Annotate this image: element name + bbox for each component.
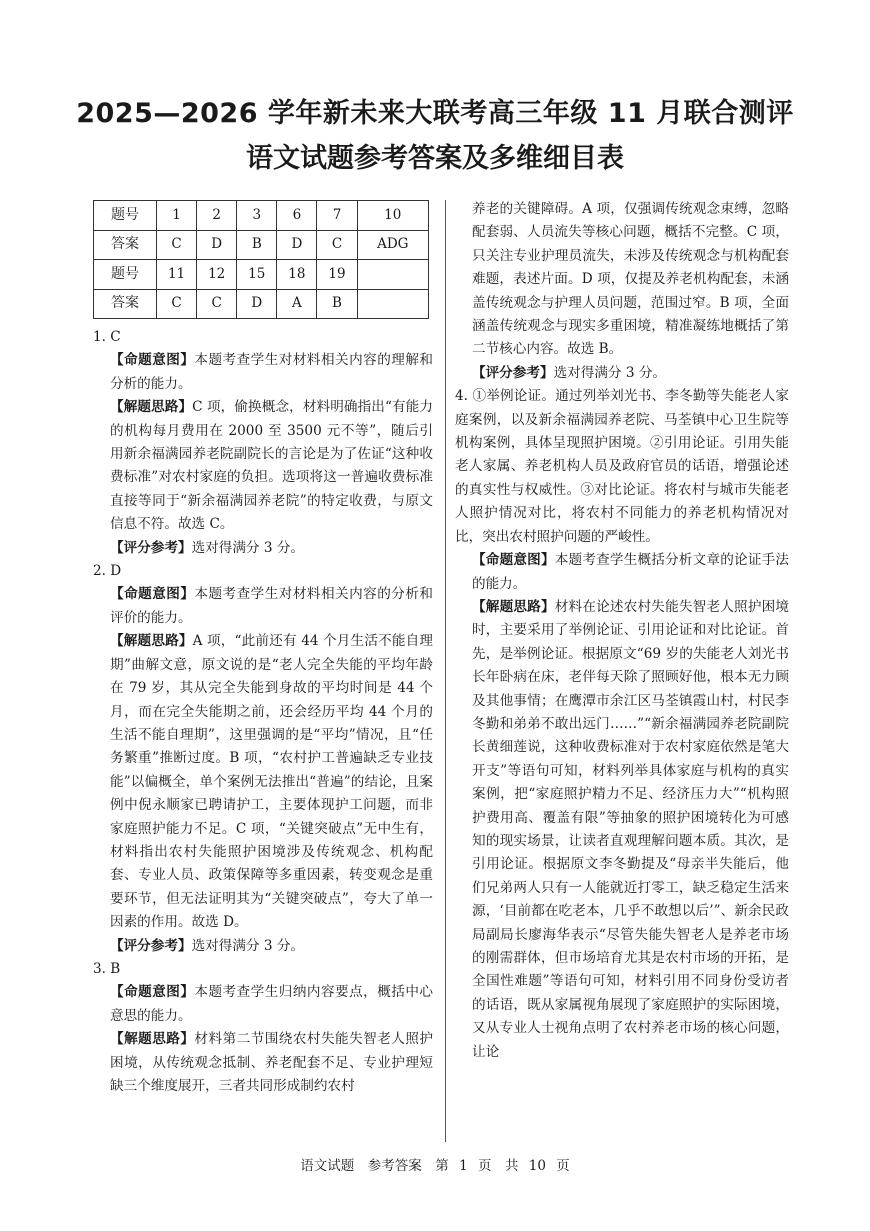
document-subtitle: 语文试题参考答案及多维细目表 xyxy=(246,143,624,174)
approach-text: A 项，“此前还有 44 个月生活不能自理期”曲解文意，原文说的是“老人完全失能的平均年龄在 79 岁，其从完全失能到身故的平均时间是 44 个月，而在完全失能期之前，还会经历平均 44 个月的生活不能自理期”，这里强调的是“平均”情况，且“任务繁重”推断过度。B 项，“农村护工普遍缺乏专业技能”以偏概全，单个案例无法推出“普遍”的结论，且案例中倪永顺家已聘请护工，主要体现护工问题，而非家庭照护能力不足。C 项，“关键突破点”无中生有，材料指出农村失能照护困境涉及传统观念、机构配套、专业人员、政策保障等多重因素，转变观念是重要环节，但无法证明其为“关键突破点”，夸大了单一因素的作用。故选 D。 xyxy=(110,633,434,931)
question-number: 4. xyxy=(455,388,473,405)
approach-text-part1: 材料第二节围绕农村失能失智老人照护困境，从传统观念抵制、养老配套不足、专业护理短缺三个维度展开，三者共同形成制约农村 xyxy=(110,1031,434,1094)
answer-table-cell: 10 xyxy=(357,201,428,231)
question-4 xyxy=(455,385,789,1064)
scoring-paragraph xyxy=(93,935,433,958)
answer-table-cell: B xyxy=(317,289,357,319)
answer-table-cell: B xyxy=(237,230,277,260)
scoring-label: 【评分参考】 xyxy=(472,364,554,381)
answer-table-cell: C xyxy=(157,289,197,319)
approach-paragraph xyxy=(455,596,789,1064)
page-footer: 语文试题 参考答案 第 1 页 共 10 页 xyxy=(300,1158,570,1174)
question-number: 1. C xyxy=(93,329,121,345)
answer-table xyxy=(93,200,429,319)
approach-label: 【解题思路】 xyxy=(110,1031,195,1048)
scoring-text: 选对得满分 3 分。 xyxy=(191,937,305,954)
left-column xyxy=(93,200,433,1098)
scoring-text: 选对得满分 3 分。 xyxy=(553,364,667,381)
column-divider xyxy=(445,200,446,1142)
answer-table-cell: 12 xyxy=(197,260,237,290)
answer-table-cell: ADG xyxy=(357,230,428,260)
intent-text: 本题考查学生归纳内容要点，概括中心意思的能力。 xyxy=(110,984,434,1024)
answer-table-cell: 18 xyxy=(277,260,317,290)
answer-table-cell: D xyxy=(197,230,237,260)
intent-paragraph xyxy=(93,349,433,396)
answer-table-header-cell: 题号 xyxy=(94,201,157,231)
intent-label: 【命题意图】 xyxy=(472,552,555,569)
intent-paragraph xyxy=(455,549,789,596)
intent-text: 本题考查学生对材料相关内容的分析和评价的能力。 xyxy=(110,586,434,626)
answer-table-cell: 19 xyxy=(317,260,357,290)
scoring-paragraph xyxy=(93,537,433,560)
approach-paragraph xyxy=(93,630,433,934)
answer-paragraph xyxy=(455,385,789,549)
scoring-label: 【评分参考】 xyxy=(110,539,192,556)
intent-text: 本题考查学生对材料相关内容的理解和分析的能力。 xyxy=(110,352,434,392)
document-title: 2025—2026 学年新未来大联考高三年级 11 月联合测评 xyxy=(76,98,794,129)
approach-label: 【解题思路】 xyxy=(110,633,193,650)
answer-text: ①举例论证。通过列举刘光书、李冬勤等失能老人家庭案例，以及新余福满园养老院、马荃镇中心卫生院等机构案例，具体呈现照护困境。②引用论证。引用失能老人家属、养老机构人员及政府官员的话语，增强论述的真实性与权威性。③对比论证。将农村与城市失能老人照护情况对比，将农村不同能力的养老机构情况对比，突出农村照护问题的严峻性。 xyxy=(455,388,789,545)
answer-table-row xyxy=(94,201,429,231)
intent-paragraph xyxy=(93,583,433,630)
question-number: 3. B xyxy=(93,960,121,977)
intent-text: 本题考查学生概括分析文章的论证手法的能力。 xyxy=(472,552,790,592)
right-column xyxy=(455,198,789,1064)
approach-paragraph-cont xyxy=(455,198,789,362)
answer-table-cell: C xyxy=(157,230,197,260)
intent-label: 【命题意图】 xyxy=(110,352,195,369)
answer-table-cell xyxy=(357,289,428,319)
approach-text: 材料在论述农村失能失智老人照护困境时，主要采用了举例论证、引用论证和对比论证。首先，是举例论证。根据原文“69 岁的失能老人刘光书长年卧病在床，老伴每天除了照顾好他，根本无力顾及其他事情；在鹰潭市余江区马荃镇霞山村，村民李冬勤和弟弟不敢出远门……”“新余福满园养老院副院长黄细莲说，这种收费标准对于农村家庭依然是笔大开支”等语句可知，材料列举具体家庭与机构的真实案例，把“家庭照护精力不足、经济压力大”“机构照护费用高、覆盖有限”等抽象的照护困境转化为可感知的现实场景，让读者直观理解问题本质。其次，是引用论证。根据原文李冬勤提及“母亲半失能后，他们兄弟两人只有一人能就近打零工，缺乏稳定生活来源，‘目前都在吃老本，几乎不敢想以后’”、新余民政局副局长廖海华表示“尽管失能失智老人是养老市场的刚需群体，但市场培育尤其是农村市场的开拓，是全国性难题”等语句可知，材料引用不同身份受访者的话语，既从家属视角展现了家庭照护的实际困境，又从专业人士视角点明了农村养老市场的核心问题，让论 xyxy=(472,598,790,1060)
answer-table-cell: 3 xyxy=(237,201,277,231)
question-1 xyxy=(93,326,433,560)
answer-table-cell: C xyxy=(317,230,357,260)
intent-label: 【命题意图】 xyxy=(110,586,195,603)
question-number: 2. D xyxy=(93,563,122,580)
answer-table-cell: 2 xyxy=(197,201,237,231)
answer-table-cell: A xyxy=(277,289,317,319)
answer-table-cell: 15 xyxy=(237,260,277,290)
answer-table-cell: 1 xyxy=(157,201,197,231)
answer-table-header-cell: 答案 xyxy=(94,289,157,319)
intent-label: 【命题意图】 xyxy=(110,984,195,1001)
approach-text: C 项，偷换概念，材料明确指出“有能力的机构每月费用在 2000 至 3500 元不等”，随后引用新余福满园养老院副院长的言论是为了佐证“这种收费标准”对农村家庭的负担。选项将这一普遍收费标准直接等同于“新余福满园养老院”的特定收费，与原文信息不符。故选 C。 xyxy=(110,399,434,533)
answer-table-cell: 7 xyxy=(317,201,357,231)
answer-table-cell xyxy=(357,260,428,290)
scoring-text: 选对得满分 3 分。 xyxy=(191,539,305,556)
answer-table-row xyxy=(94,230,429,260)
question-2 xyxy=(93,560,433,958)
answer-table-row xyxy=(94,289,429,319)
answer-table-header-cell: 答案 xyxy=(94,230,157,260)
approach-label: 【解题思路】 xyxy=(110,399,193,416)
scoring-label: 【评分参考】 xyxy=(110,937,192,954)
intent-paragraph xyxy=(93,981,433,1028)
answer-table-cell: 11 xyxy=(157,260,197,290)
answer-table-row xyxy=(94,260,429,290)
approach-text-part2: 养老的关键障碍。A 项，仅强调传统观念束缚，忽略配套弱、人员流失等核心问题，概括不完整。C 项，只关注专业护理员流失，未涉及传统观念与机构配套难题，表述片面。D 项，仅提及养老机构配套，未涵盖传统观念与护理人员问题，范围过窄。B 项，全面涵盖传统观念与现实多重困境，精准凝练地概括了第二节核心内容。故选 B。 xyxy=(472,201,789,358)
answer-table-cell: D xyxy=(237,289,277,319)
question-3-continued xyxy=(455,198,789,385)
answer-table-cell: D xyxy=(277,230,317,260)
answer-table-cell: C xyxy=(197,289,237,319)
approach-paragraph xyxy=(93,396,433,536)
scoring-paragraph xyxy=(455,362,789,385)
approach-paragraph-start xyxy=(93,1028,433,1098)
answer-table-header-cell: 题号 xyxy=(94,260,157,290)
question-3 xyxy=(93,958,433,1098)
answer-table-cell: 6 xyxy=(277,201,317,231)
approach-label: 【解题思路】 xyxy=(472,598,555,615)
